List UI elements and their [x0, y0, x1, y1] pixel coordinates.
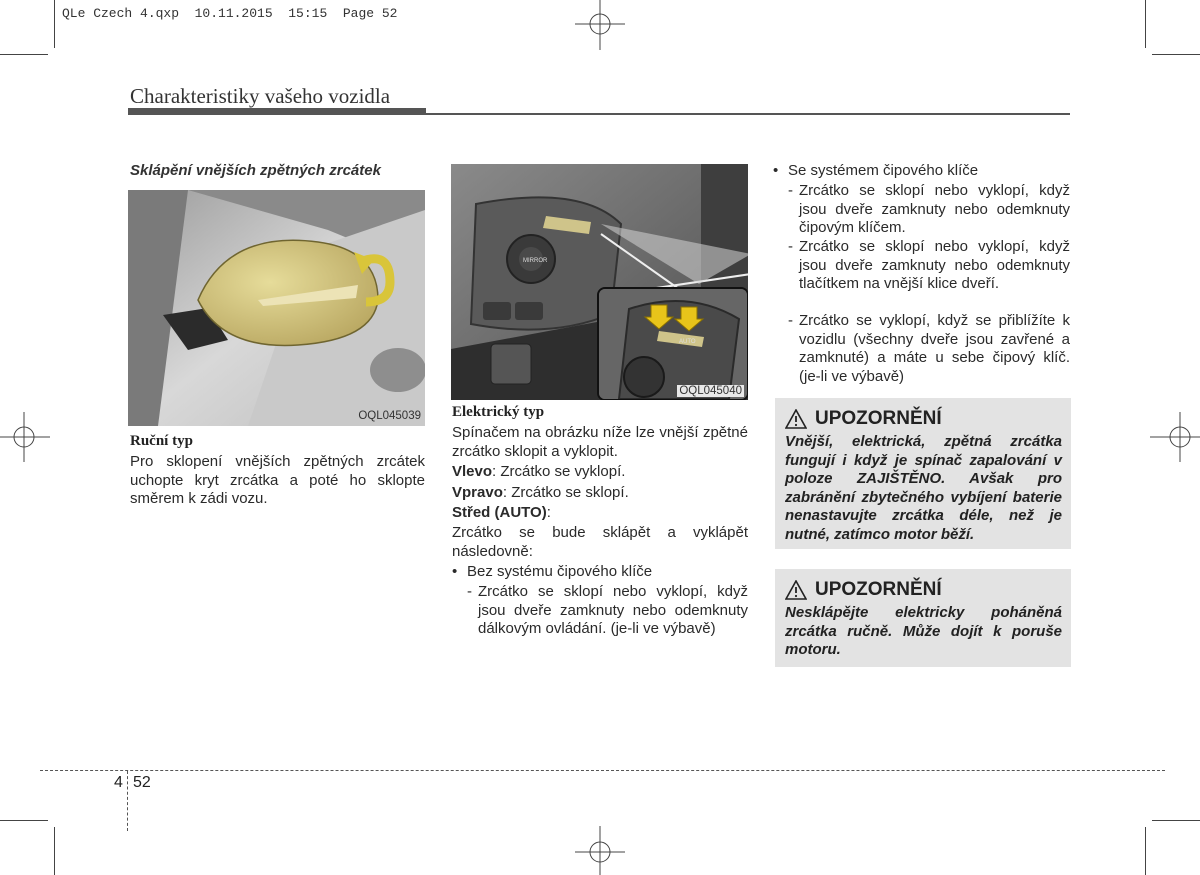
bullet-label: Bez systému čipového klíče	[467, 563, 653, 580]
warning-title-row	[785, 579, 942, 601]
manual-type-heading: Ruční typ	[130, 433, 193, 449]
warning-title-row	[785, 408, 942, 430]
image-code: OQL045040	[679, 385, 742, 397]
bullet2-item: - Zrcátko se vyklopí, když se přiblížíte k vozidlu (všechny dveře jsou zavřené a zamknuté) a máte u sebe čipový klíč. (je-li ve výbavě)	[788, 312, 1070, 385]
warning-text: Nesklápějte elektricky poháněná zrcátka ručně. Může dojít k poruše motoru.	[785, 604, 1062, 658]
bullet-dot: •	[773, 162, 779, 179]
crop-mark	[54, 0, 55, 48]
bullet2-item-text: Zrcátko se sklopí nebo vyklopí, když jsou dveře zamknuty nebo odemknuty tlačítkem na vnější klice dveří.	[799, 238, 1070, 292]
caution-box	[775, 569, 1071, 667]
bullet-label: Se systémem čipového klíče	[788, 162, 979, 179]
registration-mark-bottom	[575, 826, 625, 875]
right-position-line	[452, 484, 629, 503]
registration-mark-right	[1150, 412, 1200, 462]
chapter-number: 4	[114, 774, 123, 791]
bullet1-item: - Zrcátko se sklopí nebo vyklopí, když jsou dveře zamknuty nebo odemknuty dálkovým ovládání. (je-li ve výbavě)	[467, 583, 748, 637]
warning-box	[775, 398, 1071, 549]
crop-mark	[0, 820, 48, 821]
page-header-title: Charakteristiky vašeho vozidla	[130, 84, 391, 108]
bullet2-item: - Zrcátko se sklopí nebo vyklopí, když jsou dveře zamknuty nebo odemknuty čipovým klíčem.	[788, 182, 1070, 236]
right-text: : Zrcátko se sklopí.	[502, 484, 629, 501]
warning-title: UPOZORNĚNÍ	[815, 408, 942, 429]
crop-mark	[1152, 820, 1200, 821]
bullet2-item: - Zrcátko se sklopí nebo vyklopí, když jsou dveře zamknuty nebo odemknuty tlačítkem na vnější klice dveří.	[788, 238, 1070, 292]
crop-mark	[1145, 827, 1146, 875]
crop-mark	[0, 54, 48, 55]
header-rule-thick	[128, 108, 426, 115]
center-position-line	[452, 504, 551, 523]
crop-mark	[1152, 54, 1200, 55]
electric-intro-text: Spínačem na obrázku níže lze vnější zpětné zrcátko sklopit a vyklopit.	[452, 424, 748, 460]
section-title: Sklápění vnějších zpětných zrcátek	[130, 162, 381, 179]
print-slug: QLe Czech 4.qxp 10.11.2015 15:15 Page 52	[62, 6, 398, 21]
crop-mark	[1145, 0, 1146, 48]
page-number: 52	[133, 774, 151, 791]
electric-type-heading: Elektrický typ	[452, 404, 545, 420]
bullet2-item-text: Zrcátko se sklopí nebo vyklopí, když jsou dveře zamknuty nebo odemknuty čipovým klíčem.	[799, 182, 1070, 236]
right-label: Vpravo	[452, 484, 503, 501]
auto-description: Zrcátko se bude sklápět a vyklápět následovně:	[452, 524, 748, 560]
left-label: Vlevo	[452, 463, 493, 480]
left-position-line	[452, 463, 625, 482]
switch-inset	[597, 287, 748, 400]
bullet-dot: •	[452, 563, 458, 580]
mirror-photo	[128, 190, 425, 426]
center-label: Střed (AUTO)	[452, 504, 547, 521]
crop-mark	[54, 827, 55, 875]
center-text: :	[546, 504, 551, 521]
warning-icon	[785, 580, 807, 600]
bullet2-item-text: Zrcátko se vyklopí, když se přiblížíte k vozidlu (všechny dveře jsou zavřené a zamknuté) a máte u sebe čipový klíč. (je-li ve výbavě)	[799, 312, 1070, 385]
registration-mark-top	[575, 0, 625, 50]
manual-type-text: Pro sklopení vnějších zpětných zrcátek uchopte kryt zrcátka a poté ho sklopte směrem k zádi vozu.	[130, 453, 425, 507]
switch-photo	[451, 164, 748, 400]
header-rule-thin	[426, 113, 1070, 115]
warning-text: Vnější, elektrická, zpětná zrcátka fungují i když je spínač zapalování v poloze ZAJIŠTĚNO. Avšak pro zabránění zbytečného vybíjení baterie nenastavujte zrcátka déle, než je nutné, zatímco motor běží.	[785, 433, 1062, 543]
auto-switch-label: AUTO	[679, 339, 696, 345]
footer-dashed-divider	[127, 771, 128, 831]
footer-dashed-rule	[40, 770, 1165, 771]
warning-icon	[785, 409, 807, 429]
mirror-switch-label: MIRROR	[523, 258, 548, 264]
registration-mark-left	[0, 412, 50, 462]
left-text: : Zrcátko se vyklopí.	[492, 463, 626, 480]
bullet1-item-text: Zrcátko se sklopí nebo vyklopí, když jsou dveře zamknuty nebo odemknuty dálkovým ovládání. (je-li ve výbavě)	[478, 583, 748, 637]
warning-title: UPOZORNĚNÍ	[815, 579, 942, 600]
image-code: OQL045039	[358, 410, 421, 422]
